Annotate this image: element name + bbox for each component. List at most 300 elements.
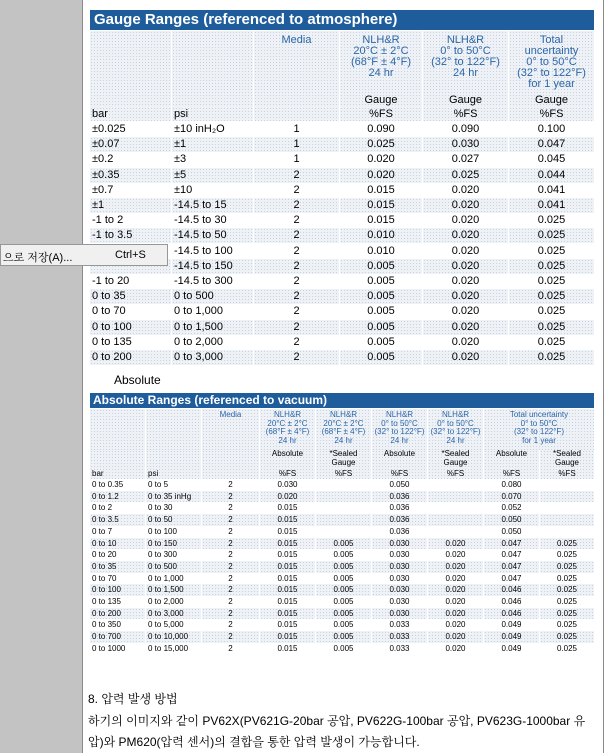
table-row [90,137,594,152]
table-cell: 0 to 135 [90,596,146,608]
table-cell: 0 to 150 [146,538,202,550]
table-cell [540,491,594,503]
table-cell: 0 to 100 [90,584,146,596]
table-cell: 0.005 [316,608,372,620]
table-row [90,350,594,365]
table-cell: 2 [202,608,260,620]
table-cell: 2 [202,561,260,573]
table-cell: ±0.2 [90,152,172,167]
table-cell: 2 [254,228,340,243]
table-cell: 0.005 [340,350,423,365]
header-nlhr-20c: NLH&R 20°C ± 2°C (68°F ± 4°F) 24 hr [340,31,423,94]
table-cell: 0 to 700 [90,631,146,643]
table-cell: %FS [484,468,540,479]
table-row [90,479,594,491]
table-cell: 0.020 [423,335,509,350]
table-cell: *Sealed Gauge [316,450,372,468]
table-cell: 0.020 [428,573,484,585]
section-text-line-2: 압)와 PM620(압력 센서)의 결합을 통한 압력 발생이 가능합니다. [88,735,420,749]
table-cell: 0.015 [260,561,316,573]
table-cell: 0.015 [260,619,316,631]
table-cell: 0 to 30 [146,502,202,514]
table-cell: 0.025 [540,561,594,573]
header-blank [90,31,172,94]
right-margin [604,0,611,753]
table-cell [540,502,594,514]
absolute-table-title: Absolute Ranges (referenced to vacuum) [90,393,594,408]
gauge-units-row [90,107,594,121]
table-cell: 0.015 [340,183,423,198]
table-cell: 0.020 [423,198,509,213]
table-cell: 2 [254,168,340,183]
table-cell: 0.020 [428,608,484,620]
table-cell [428,479,484,491]
table-cell: 0.020 [428,643,484,655]
table-cell: 0 to 200 [90,608,146,620]
table-cell: -1 to 2 [90,213,172,228]
header-cell [146,409,202,450]
header-media: Media [254,31,340,94]
table-cell: 0.030 [372,538,428,550]
table-cell [202,450,260,468]
table-cell [316,502,372,514]
table-cell [428,526,484,538]
table-cell: 0.036 [372,526,428,538]
table-cell: ±0.07 [90,137,172,152]
table-cell: 0.030 [423,137,509,152]
table-row [90,335,594,350]
table-row [90,228,594,243]
table-cell: 0.033 [372,631,428,643]
table-cell: 0.030 [372,549,428,561]
section-text-line-1: 하기의 이미지와 같이 PV62X(PV621G-20bar 공압, PV622G-100bar 공압, PV623G-1000bar 유 [88,714,586,728]
table-row [90,549,594,561]
left-gutter [0,0,82,753]
table-cell: 0.047 [484,538,540,550]
table-cell: 2 [202,584,260,596]
table-cell: 0.020 [423,183,509,198]
table-cell: 0.036 [372,491,428,503]
table-cell: 0.020 [428,596,484,608]
table-cell: 0 to 2,000 [172,335,254,350]
table-cell: 0.020 [423,259,509,274]
table-cell: -14.5 to 300 [172,274,254,289]
table-cell: 0.020 [423,350,509,365]
table-cell: 0.025 [537,275,566,287]
table-cell: 0.005 [340,320,423,335]
table-cell [254,94,340,107]
table-cell: 0.020 [428,538,484,550]
table-row [90,502,594,514]
table-cell: 0 to 500 [172,289,254,304]
table-cell [254,107,340,121]
table-cell: 0.015 [260,514,316,526]
table-cell [316,526,372,538]
table-cell: -1 to 3.5 [90,228,172,243]
table-cell: 0.025 [423,168,509,183]
table-cell [428,502,484,514]
table-cell: 0.005 [340,274,423,289]
table-cell: 2 [254,244,340,259]
table-cell: 0.025 [509,259,594,274]
table-cell: 0.036 [372,514,428,526]
table-cell: 2 [254,198,340,213]
table-cell [316,491,372,503]
table-cell: Absolute [372,450,428,468]
table-cell: 0.005 [316,643,372,655]
table-cell: 0.015 [340,213,423,228]
table-cell: 0.005 [340,335,423,350]
table-row [90,122,594,137]
table-cell: 0.090 [340,122,423,137]
table-cell: 0.047 [509,137,594,152]
table-cell: 0 to 3,000 [146,608,202,620]
table-cell: 0.020 [423,274,509,289]
table-cell: ±1 [172,137,254,152]
table-cell: 0.005 [340,289,423,304]
table-row [90,198,594,213]
header-cell: Media [202,409,260,450]
table-cell: 2 [254,335,340,350]
table-cell: 0.020 [428,561,484,573]
gauge-units-row [90,94,594,107]
table-cell: 0 to 300 [146,549,202,561]
table-cell: 0.033 [372,643,428,655]
table-cell: 0.005 [316,631,372,643]
table-cell: 0.046 [484,584,540,596]
table-cell: 2 [254,213,340,228]
table-row [90,183,594,198]
table-cell: 0 to 1,000 [146,573,202,585]
table-cell: 2 [254,320,340,335]
table-cell: 0 to 3.5 [90,514,146,526]
table-cell: 0.030 [372,573,428,585]
table-cell: 0.030 [372,608,428,620]
table-cell: 2 [254,274,340,289]
header-cell: NLH&R 20°C ± 2°C (68°F ± 4°F) 24 hr [316,409,372,450]
table-cell: 0.047 [484,573,540,585]
table-cell: *Sealed Gauge [540,450,594,468]
table-cell: ±10 [172,183,254,198]
table-cell: 0.025 [556,550,578,560]
table-cell: 2 [202,619,260,631]
table-cell: 0.025 [340,137,423,152]
header-cell [90,409,146,450]
table-cell: 2 [202,479,260,491]
table-cell: 0.025 [509,289,594,304]
table-cell: 0.047 [484,561,540,573]
table-row [90,584,594,596]
table-cell: 0.050 [484,526,540,538]
table-cell: ±0.35 [90,168,172,183]
table-cell: 0 to 50 [146,514,202,526]
table-cell: 0 to 10 [90,538,146,550]
menu-item-label: 으로 저장(A)... [3,252,73,264]
table-cell: psi [146,468,202,479]
table-cell: 0.020 [428,584,484,596]
table-cell: 0.100 [537,123,566,135]
table-cell: 0.025 [556,597,578,606]
table-cell: 0.025 [556,643,578,653]
table-cell: 0.049 [484,619,540,631]
table-cell [146,450,202,468]
table-cell: 0.010 [340,228,423,243]
table-cell: 0 to 1,500 [172,320,254,335]
table-cell: 0.015 [260,643,316,655]
table-cell: 0.025 [537,244,566,257]
table-cell: *Sealed Gauge [428,450,484,468]
table-cell: %FS [340,107,423,121]
table-cell: 0 to 2 [90,502,146,514]
table-cell: 0.025 [540,538,594,550]
table-row [90,152,594,167]
table-cell: 0 to 2,000 [146,596,202,608]
table-cell: 0.020 [428,631,484,643]
table-cell: 0 to 100 [146,526,202,538]
table-cell: 2 [202,514,260,526]
table-cell: 0.015 [260,573,316,585]
table-cell [90,450,146,468]
table-row [90,643,594,655]
header-nlhr-0-50c: NLH&R 0° to 50°C (32° to 122°F) 24 hr [423,31,509,94]
table-cell: 0.041 [537,183,566,196]
table-cell: 0.025 [540,608,594,620]
table-cell: 2 [202,526,260,538]
table-cell: 0 to 1,500 [146,584,202,596]
table-cell: 0 to 3,000 [172,350,254,365]
table-cell [316,514,372,526]
table-cell: 0.041 [509,198,594,213]
header-blank [172,31,254,94]
header-cell: Total uncertainty 0° to 50°C (32° to 122°F) for 1 year [484,409,594,450]
table-cell: 0.025 [540,584,594,596]
table-cell: 0.090 [423,122,509,137]
table-row [90,526,594,538]
table-cell: 2 [254,304,340,319]
table-cell: 1 [254,152,340,167]
table-cell: %FS [423,107,509,121]
table-cell: 0.015 [260,596,316,608]
table-cell: ±3 [172,152,254,167]
table-cell: bar [90,468,146,479]
table-cell: 0.025 [537,214,566,227]
table-cell: 0.005 [316,561,372,573]
header-cell: NLH&R 0° to 50°C (32° to 122°F) 24 hr [428,409,484,450]
table-cell: 0.046 [484,608,540,620]
table-cell: -14.5 to 50 [172,228,254,243]
table-cell: Gauge [340,94,423,107]
table-cell: 0.049 [484,643,540,655]
table-cell: 0.020 [340,168,423,183]
table-cell [428,514,484,526]
table-cell [90,94,172,107]
table-cell: 0.070 [484,491,540,503]
table-cell: 0.030 [372,584,428,596]
table-cell: 0.015 [260,584,316,596]
table-cell: 0 to 135 [90,335,172,350]
table-cell: %FS [540,468,594,479]
table-cell: 2 [202,502,260,514]
table-cell: %FS [372,468,428,479]
table-cell [540,479,594,491]
gauge-table-header [90,31,594,94]
table-cell: 0.052 [484,502,540,514]
table-cell: 0.020 [340,152,423,167]
table-cell: 0 to 200 [90,350,172,365]
table-cell: 0.036 [372,502,428,514]
table-cell: 0.005 [316,619,372,631]
table-cell: 0 to 1,000 [172,304,254,319]
table-cell: -14.5 to 15 [172,198,254,213]
table-cell: 0.005 [316,573,372,585]
table-cell [540,514,594,526]
context-menu-item-save-as[interactable] [0,244,168,266]
table-cell: 0.015 [260,608,316,620]
table-cell: 0 to 20 [90,549,146,561]
table-cell: 0.005 [316,584,372,596]
table-row [90,573,594,585]
table-row [90,491,594,503]
table-cell: 0.015 [260,549,316,561]
table-cell [172,94,254,107]
table-cell: 0.020 [423,320,509,335]
page-left-border [82,0,83,753]
table-cell: 2 [202,643,260,655]
table-cell: 0.020 [428,619,484,631]
table-row [90,596,594,608]
table-cell: 2 [202,538,260,550]
table-cell: 0.020 [260,491,316,503]
table-cell: 0.030 [372,561,428,573]
table-cell: 0.045 [537,153,566,166]
table-cell: -14.5 to 100 [172,244,254,259]
table-cell [428,491,484,503]
absolute-units-row [90,450,594,468]
table-cell: 0.025 [537,305,566,318]
table-row [90,274,594,289]
table-cell: 0 to 35 [90,289,172,304]
table-cell: 0 to 10,000 [146,631,202,643]
table-cell: ±0.7 [90,183,172,198]
table-cell: 2 [202,631,260,643]
table-cell: 0.015 [260,502,316,514]
absolute-header-row [90,409,594,450]
table-row [90,561,594,573]
table-cell: 1 [254,137,340,152]
table-cell: ±10 inH₂O [172,122,254,137]
header-cell: NLH&R 0° to 50°C (32° to 122°F) 24 hr [372,409,428,450]
table-cell: 2 [202,549,260,561]
table-cell: 0.033 [372,619,428,631]
table-cell: 0.046 [484,596,540,608]
table-cell: 0.020 [423,289,509,304]
table-cell: 2 [202,573,260,585]
table-cell: 0.015 [260,631,316,643]
table-cell: 0 to 35 [90,561,146,573]
table-cell: 0.020 [423,304,509,319]
table-cell: 0 to 70 [90,304,172,319]
table-cell: 2 [202,596,260,608]
table-cell: -1 to 20 [90,274,172,289]
table-row [90,514,594,526]
table-cell: 0.015 [340,198,423,213]
table-cell: -14.5 to 150 [172,259,254,274]
table-cell: 0 to 35 inHg [146,491,202,503]
menu-item-shortcut: Ctrl+S [115,249,146,261]
section-heading: 8. 압력 발생 방법 [88,692,178,706]
table-cell: 2 [254,350,340,365]
table-cell: 0.049 [484,631,540,643]
table-cell [316,479,372,491]
table-cell: %FS [428,468,484,479]
table-cell: psi [172,107,254,121]
table-row [90,289,594,304]
table-cell: 0.020 [423,213,509,228]
gauge-table-title: Gauge Ranges (referenced to atmosphere) [90,10,594,30]
table-cell: 2 [254,183,340,198]
table-cell: 0.005 [316,549,372,561]
table-cell: 0.025 [556,620,578,630]
absolute-label: Absolute [114,373,161,387]
table-cell [202,468,260,479]
table-row [90,619,594,631]
table-cell: 0 to 1.2 [90,491,146,503]
table-cell: 0.027 [423,152,509,167]
table-row [90,631,594,643]
table-cell: %FS [260,468,316,479]
table-cell: 0.010 [340,244,423,259]
table-cell: 0.005 [316,596,372,608]
table-cell: 0.030 [372,596,428,608]
table-cell: 2 [254,259,340,274]
table-cell: 0.025 [537,335,566,348]
table-cell: 0.030 [260,479,316,491]
table-cell: 0.020 [428,549,484,561]
table-cell: bar [90,107,172,121]
table-cell: 0.005 [316,538,372,550]
table-cell: 0 to 1000 [90,643,146,655]
table-cell: Absolute [260,450,316,468]
table-cell: 0 to 5 [146,479,202,491]
table-cell: 0.025 [509,320,594,335]
table-row [90,320,594,335]
table-cell: 0 to 5,000 [146,619,202,631]
table-cell: Gauge [423,94,509,107]
table-cell: 1 [254,122,340,137]
table-cell: ±0.025 [90,122,172,137]
table-cell: 0 to 500 [146,561,202,573]
table-cell: 0.025 [540,631,594,643]
table-cell: %FS [316,468,372,479]
table-cell: 0.005 [340,259,423,274]
table-row [90,213,594,228]
table-cell: 0.025 [556,573,578,583]
table-row [90,304,594,319]
table-cell: 0 to 15,000 [146,643,202,655]
table-cell: 0.005 [340,304,423,319]
table-cell: 0.044 [509,168,594,183]
table-cell: 0.025 [509,350,594,365]
table-cell: Gauge [509,94,594,107]
table-cell: 0.020 [423,244,509,259]
table-cell: 0 to 350 [90,619,146,631]
absolute-units-row [90,468,594,479]
table-cell: 0.050 [372,479,428,491]
table-cell [540,526,594,538]
table-cell: 2 [202,491,260,503]
table-cell: 2 [254,289,340,304]
table-cell: 0.020 [423,228,509,243]
